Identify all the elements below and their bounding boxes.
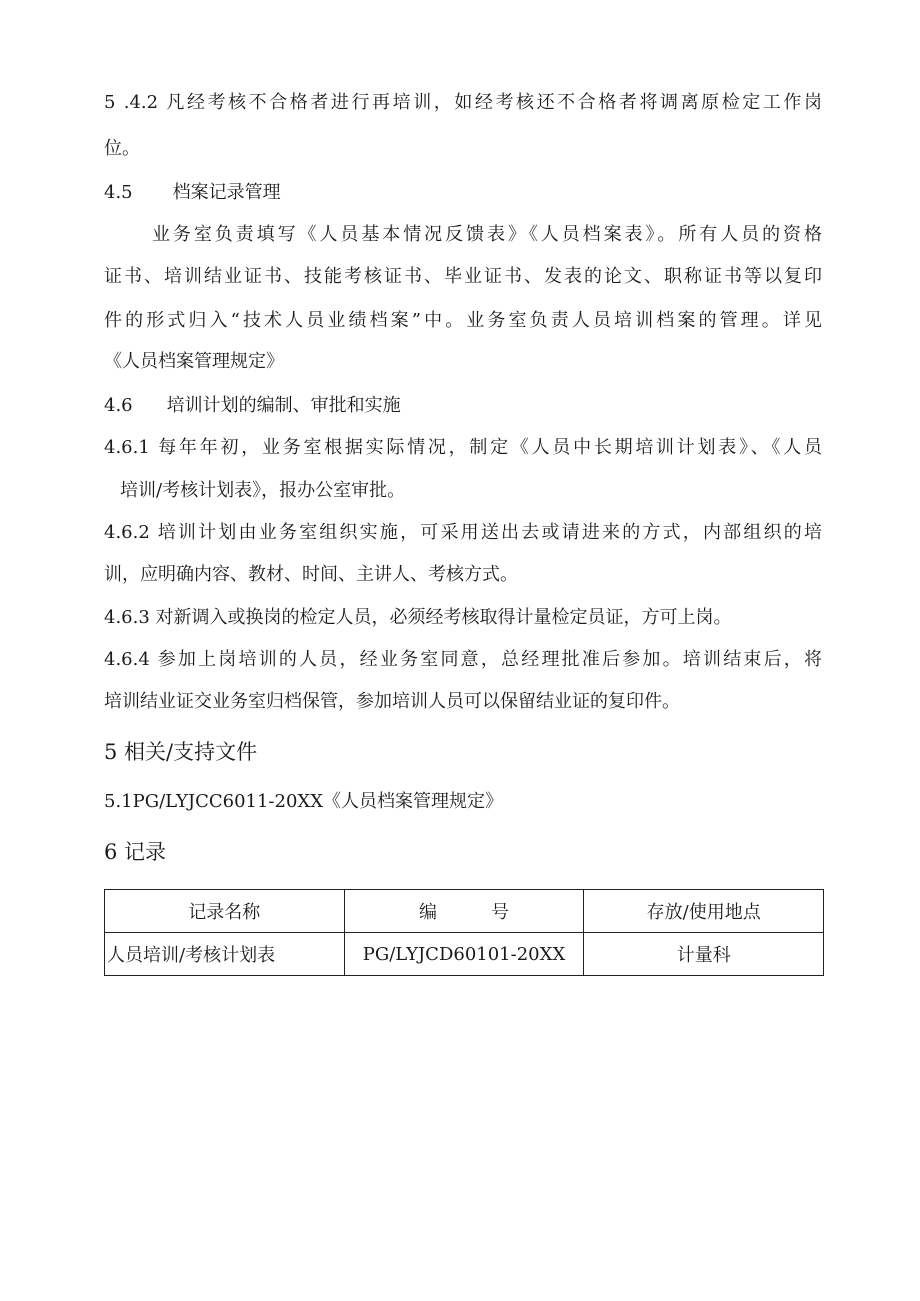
table-cell: 计量科 [584,933,824,976]
para-4-5-line2: 证书、培训结业证书、技能考核证书、毕业证书、发表的论文、职称证书等以复印 [104,266,822,287]
heading-4-5-title: 档案记录管理 [172,182,281,203]
para-4-5-line3: 件的形式归入“技术人员业绩档案”中。业务室负责人员培训档案的管理。详见 [104,310,822,331]
para-5-4-2-line2: 位。 [104,138,140,159]
records-table [104,889,824,976]
heading-4-5 [104,181,281,205]
para-4-5-line1: 业务室负责填写《人员基本情况反馈表》《人员档案表》。所有人员的资格 [152,224,822,245]
para-4-6-2-line1: 4.6.2 培训计划由业务室组织实施，可采用送出去或请进来的方式，内部组织的培 [104,522,822,543]
heading-4-6-title: 培训计划的编制、审批和实施 [166,395,401,416]
table-header-cell: 存放/使用地点 [584,890,824,933]
heading-4-6-number: 4.6 [104,395,133,416]
para-4-6-3: 4.6.3 对新调入或换岗的检定人员，必须经考核取得计量检定员证，方可上岗。 [104,607,732,628]
table-header-cell: 编 号 [344,890,584,933]
section-5-1-item: 5.1PG/LYJCC6011-20XX《人员档案管理规定》 [104,791,504,812]
table-cell: PG/LYJCD60101-20XX [344,933,584,976]
section-5-heading: 5 相关/支持文件 [104,740,258,764]
section-6-heading: 6 记录 [104,840,167,864]
para-4-6-4-line1: 4.6.4 参加上岗培训的人员，经业务室同意，总经理批准后参加。培训结束后，将 [104,649,822,670]
table-header-row [105,890,824,933]
table-row [105,933,824,976]
para-4-5-line4: 《人员档案管理规定》 [104,351,284,372]
heading-4-5-number: 4.5 [104,182,133,203]
table-cell: 人员培训/考核计划表 [105,933,345,976]
para-4-6-4-line2: 培训结业证交业务室归档保管，参加培训人员可以保留结业证的复印件。 [104,691,680,712]
para-4-6-1-line1: 4.6.1 每年年初，业务室根据实际情况，制定《人员中长期培训计划表》、《人员 [104,437,822,458]
para-5-4-2-line1: 5 .4.2 凡经考核不合格者进行再培训，如经考核还不合格者将调离原检定工作岗 [104,92,822,113]
table-header-cell: 记录名称 [105,890,345,933]
para-4-6-2-line2: 训，应明确内容、教材、时间、主讲人、考核方式。 [104,564,518,585]
para-4-6-1-line2: 培训/考核计划表》，报办公室审批。 [120,480,406,501]
heading-4-6 [104,394,401,418]
